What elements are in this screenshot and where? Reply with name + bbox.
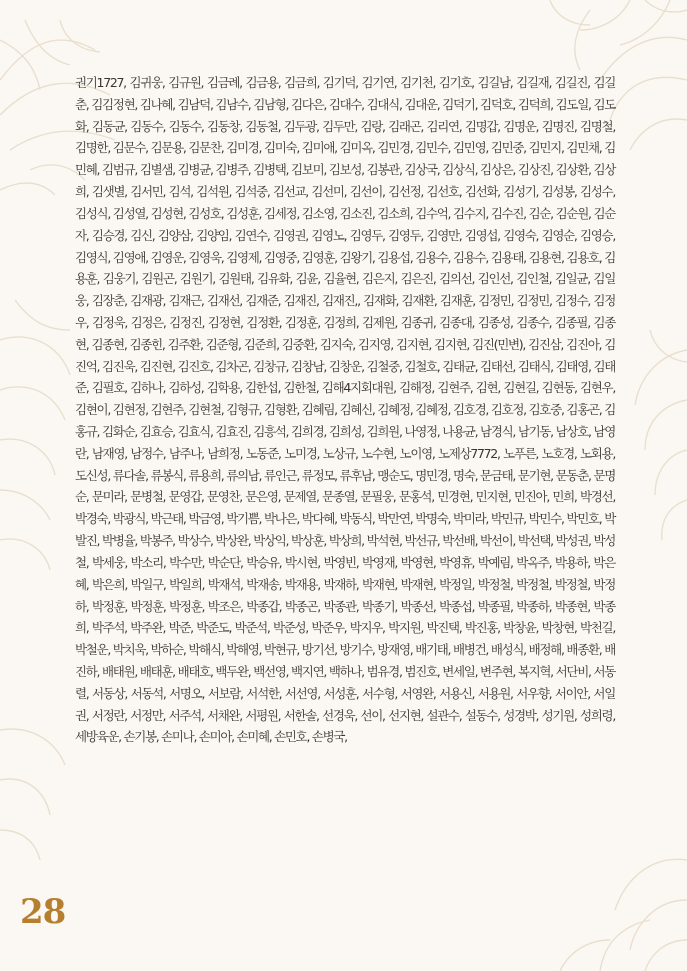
names-paragraph: 권기1727, 김귀웅, 김규원, 김금례, 김금용, 김금희, 김기덕, 김기연, 김기천, 김기호, 김길남, 김길재, 김길진, 김길춘, 김김정현, 김나혜, 김남덕, 김남수, 김남형, 김다은, 김대수, 김대식, 김대운, 김덕기, 김덕호, 김덕희, 김도일, 김도화, 김동균, 김동수, 김동수, 김동창, 김동철, 김두광, 김두만, 김랑, 김래곤, 김리연, 김명갑, 김명운, 김명진, 김명철, 김명한, 김문수, 김문용, 김문찬, 김미경, 김미숙, 김미애, 김미옥, 김민경, 김민수, 김민영, 김민중, 김민지, 김민채, 김민혜, 김범규, 김별샘, 김병균, 김병주, 김병택, 김보미, 김보성, 김봉관, 김상국, 김상식, 김상은, 김상진, 김상환, 김상희, 김샛별, 김서민, 김석, 김석원, 김석중, 김선교, 김선미, 김선이, 김선정, 김선호, 김선화, 김성기, 김성봉, 김성수, 김성식, 김성열, 김성현, 김성호, 김성훈, 김세정, 김소영, 김소진, 김소희, 김수억, 김수지, 김수진, 김순, 김순원, 김순자, 김승경, 김신, 김양삼, 김양임, 김연수, 김영권, 김영노, 김영두, 김영두, 김영만, 김영섭, 김영숙, 김영순, 김영승, 김영식, 김영애, 김영운, 김영욱, 김영제, 김영중, 김영훈, 김왕기, 김용섭, 김용수, 김용수, 김용태, 김용현, 김용호, 김용훈, 김웅기, 김원곤, 김원기, 김원태, 김유화, 김윤, 김율현, 김은지, 김은진, 김의선, 김인선, 김인철, 김일균, 김일웅, 김장춘, 김재광, 김재근, 김재선, 김재준, 김재진, 김재진,, 김재화, 김재환, 김재훈, 김정민, 김정민, 김정수, 김정우, 김정욱, 김정은, 김정진, 김정현, 김정환, 김정훈, 김정희, 김제원, 김종귀, 김종대, 김종성, 김종수, 김종필, 김종현, 김종현, 김종힌, 김주환, 김준형, 김준희, 김중환, 김지숙, 김지영, 김지현, 김지현, 김진(민변), 김진삼, 김진아, 김진억, 김진욱, 김진현, 김진호, 김차곤, 김창규, 김창남, 김창운, 김철중, 김철호, 김태균, 김태선, 김태식, 김태영, 김태준, 김필호, 김하나, 김하성, 김학용, 김한섭, 김한철, 김해4지회대원, 김해정, 김현주, 김현, 김현길, 김현동, 김현우, 김현이, 김현정, 김현주, 김현철, 김형규, 김형환, 김혜림, 김혜신, 김혜정, 김혜정, 김호경, 김호정, 김호중, 김홍곤, 김홍규, 김화순, 김효승, 김효식, 김효진, 김흥석, 김희경, 김희성, 김희원, 나영정, 나용균, 남경식, 남기동, 남상호, 남영란, 남재영, 남정수, 남주나, 남희정, 노동준, 노미경, 노상규, 노수현, 노이영, 노제상7772, 노푸른, 노호경, 노회용, 도신성, 류다솔, 류봉식, 류용희, 류의남, 류인근, 류정모, 류후남, 맹순도, 명민경, 명숙, 문금태, 문기현, 문동춘, 문명순, 문미라, 문병철, 문영갑, 문영찬, 문은영, 문제열, 문종열, 문필웅, 문홍석, 민경현, 민지현, 민진아, 민희, 박경선, 박경숙, 박광식, 박근태, 박금영, 박기쁨, 박나은, 박다혜, 박동식, 박만연, 박명숙, 박미라, 박민규, 박민수, 박민호, 박발진, 박병율, 박봉주, 박상수, 박상완, 박상익, 박상훈, 박상희, 박석현, 박선규, 박선배, 박선이, 박선택, 박성권, 박성철, 박세웅, 박소리, 박수만, 박순단, 박승유, 박시현, 박영빈, 박영재, 박영현, 박영휴, 박예림, 박옥주, 박용하, 박은혜, 박은희, 박일구, 박일희, 박재석, 박재송, 박재용, 박재하, 박재현, 박재현, 박정일, 박정철, 박정철, 박정철, 박정하, 박정훈, 박정훈, 박정훈, 박조은, 박종갑, 박종곤, 박종관, 박종기, 박종선, 박종섭, 박종필, 박종하, 박종현, 박종희, 박주석, 박주완, 박준, 박준도, 박준석, 박준성, 박준우, 박지우, 박지원, 박진택, 박진홍, 박창윤, 박창현, 박천길, 박철운, 박치욱, 박하순, 박해식, 박해영, 박현규, 방기선, 방기수, 방재영, 배기태, 배병건, 배성식, 배정해, 배종환, 배진하, 배태원, 배태훈, 배태호, 백두완, 백선영, 백지연, 백하나, 범유경, 범진호, 변세일, 변주현, 복지혁, 서단비, 서동렬, 서동상, 서동석, 서명오, 서보람, 서석한, 서선영, 서성훈, 서수형, 서영완, 서용신, 서용원, 서우향, 서이안, 서일권, 서정란, 서정만, 서주석, 서채완, 서평원, 서한솔, 선경욱, 선이, 선지현, 설관수, 설동수, 성경박, 성기원, 성희령, 세방육운, 손기봉, 손미나, 손미아, 손미혜, 손민호, 손병국, — [75, 75, 615, 745]
page-number: 28 — [20, 892, 66, 932]
names-list — [75, 72, 615, 748]
